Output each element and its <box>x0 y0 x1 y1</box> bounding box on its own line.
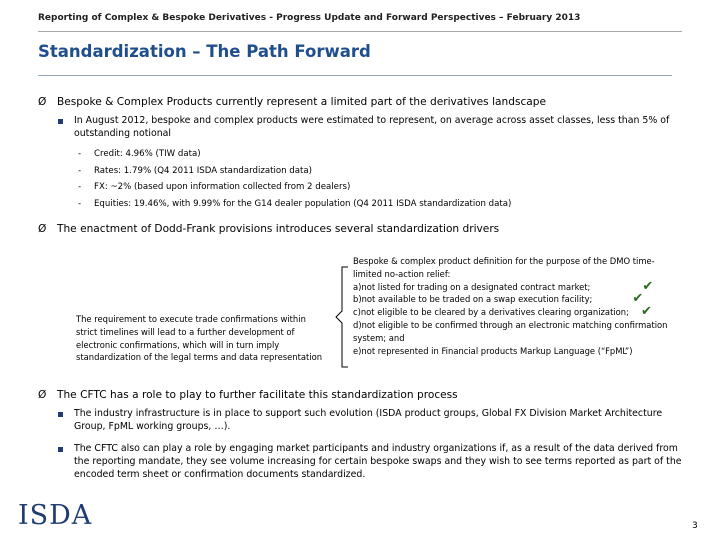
checkmark-icon: ✔ <box>640 304 652 320</box>
sub-bullet-text: The industry infrastructure is in place to support such evolution (ISDA product groups, Global FX Division Market Architecture Group, FpML working groups, …). <box>74 408 663 432</box>
bullet-bespoke-complex <box>38 96 546 108</box>
dmo-line: system; and <box>353 332 405 343</box>
dash-bullet: - <box>78 166 82 176</box>
dmo-line-text: b)not available to be traded on a swap execution facility; <box>353 294 593 305</box>
dmo-line-text: a)not listed for trading on a designated contract market; <box>353 281 591 292</box>
list-item-credit <box>78 149 201 159</box>
square-bullet-icon <box>58 447 63 452</box>
sub-bullet-cftc-engagement <box>58 443 683 481</box>
title-divider <box>38 75 672 76</box>
sub-bullet-text: In August 2012, bespoke and complex products were estimated to represent, on average across asset classes, less than 5% of outstanding notional <box>74 115 670 139</box>
page-number: 3 <box>692 521 698 531</box>
isda-logo <box>18 500 98 531</box>
bullet-text: Bespoke & Complex Products currently represent a limited part of the derivatives landscape <box>57 96 547 108</box>
arrow-bullet-icon: Ø <box>38 223 47 235</box>
list-item-text: Credit: 4.96% (TIW data) <box>94 149 201 159</box>
dmo-line: e)not represented in Financial products Markup Language (“FpML”) <box>353 345 633 356</box>
checkmark-icon: ✔ <box>642 278 654 294</box>
header-divider <box>38 31 682 32</box>
brace-connector <box>332 265 352 369</box>
list-item-rates <box>78 166 312 176</box>
dash-bullet: - <box>78 182 82 192</box>
confirmations-requirement-text: The requirement to execute trade confirmations within strict timelines will lead to a further development of electronic confirmations, which will in turn imply standardization of the legal terms and data representation <box>76 314 323 363</box>
list-item-text: FX: ~2% (based upon information collected from 2 dealers) <box>94 182 351 192</box>
square-bullet-icon <box>58 119 63 124</box>
slide-title: Standardization – The Path Forward <box>38 42 371 61</box>
sub-bullet-infrastructure <box>58 408 683 434</box>
sub-bullet-august-2012 <box>58 115 683 141</box>
dash-bullet: - <box>78 149 82 159</box>
list-item-fx <box>78 182 350 192</box>
dmo-line: d)not eligible to be confirmed through an electronic matching confirmation <box>353 319 668 330</box>
dmo-line: Bespoke & complex product definition for the purpose of the DMO time- <box>353 256 655 266</box>
arrow-bullet-icon: Ø <box>38 96 47 108</box>
bullet-dodd-frank <box>38 223 499 235</box>
running-header: Reporting of Complex & Bespoke Derivatives - Progress Update and Forward Perspectives – February 2013 <box>38 13 581 23</box>
isda-logo-text: ISDA <box>18 500 93 531</box>
dmo-line: limited no-action relief: <box>353 268 451 279</box>
sub-bullet-text: The CFTC also can play a role by engaging market participants and industry organizations if, as a result of the data derived from the reporting mandate, they see volume increasing for certain bespoke swaps and they wish to see terms reported as part of the encoded term sheet or confirmation documents standardized. <box>74 443 682 480</box>
square-bullet-icon <box>58 412 63 417</box>
arrow-bullet-icon: Ø <box>38 389 47 401</box>
list-item-text: Equities: 19.46%, with 9.99% for the G14 dealer population (Q4 2011 ISDA standardization data) <box>94 199 512 209</box>
dmo-line-text: c)not eligible to be cleared by a derivatives clearing organization; <box>353 307 629 318</box>
bullet-text: The enactment of Dodd-Frank provisions introduces several standardization drivers <box>57 223 500 235</box>
dash-bullet: - <box>78 199 82 209</box>
list-item-text: Rates: 1.79% (Q4 2011 ISDA standardization data) <box>94 166 313 176</box>
dmo-line-c <box>353 306 693 319</box>
bullet-cftc-role <box>38 389 458 401</box>
list-item-equities <box>78 199 511 209</box>
dmo-definition-box <box>353 255 693 357</box>
bullet-text: The CFTC has a role to play to further facilitate this standardization process <box>57 389 458 401</box>
checkmark-icon: ✔ <box>632 291 644 307</box>
